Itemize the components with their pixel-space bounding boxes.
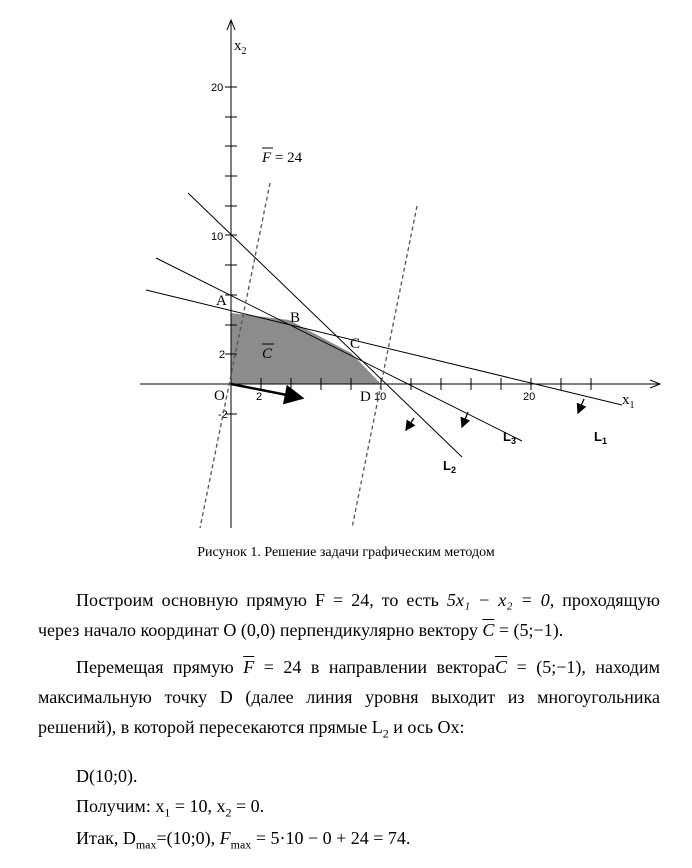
y-axis-label: $x_2$ — [234, 38, 247, 57]
line-label-l2: $L_2$ — [443, 458, 456, 475]
tick-label-x2: 2 — [256, 391, 263, 403]
point-d-line: D(10;0). — [76, 766, 138, 786]
figure-caption: Рисунок 1. Решение задачи графическим методом — [197, 545, 495, 560]
tick-label-y20: 20 — [211, 82, 224, 94]
point-label-o: O — [214, 388, 225, 404]
line-label-l3: $L_3$ — [503, 429, 516, 446]
final-answer: Итак, $D_{max}=(10;0)$, $F_{max} = 5\cdot 10 - 0 + 24 = 74$. — [76, 828, 411, 852]
constraint-arrow-l3-icon — [462, 412, 468, 427]
point-label-a: A — [216, 293, 227, 309]
constraint-arrow-l1-icon — [578, 399, 584, 413]
tick-label-y-neg2: -2 — [218, 409, 228, 421]
point-label-d: D — [360, 389, 371, 405]
tick-label-x20: 20 — [523, 391, 536, 403]
paragraph-2: Перемещая прямую $\overline{F} = 24$ в направлении $вектора\overline{C}$ = (5;−1), находим максимальную точку D (далее линия уровня выходит из многоугольника решений), в которой пересекаются прямые $L_2$ и ось Ox: — [38, 657, 660, 741]
tick-label-y2: 2 — [219, 349, 226, 361]
tick-label-x10: 10 — [374, 391, 387, 403]
constraint-arrow-l2-icon — [406, 418, 414, 430]
level-line-label: F = 24 — [262, 150, 303, 166]
x-axis-label: $x_1$ — [622, 392, 635, 411]
point-label-b: B — [290, 310, 301, 326]
result-coordinates: Получим: $x_1 = 10$, $x_2 = 0$. — [76, 796, 265, 820]
point-label-c: C — [350, 336, 361, 352]
vector-c-label: C — [262, 346, 273, 362]
paragraph-1: Построим основную прямую F = 24, то есть 5x₁ − x₂ = 0, проходящую через начало координат O (0,0) перпендикулярно вектору $\overline{C}$ = (5;−1). — [38, 590, 660, 640]
line-label-l1: $L_1$ — [594, 429, 607, 446]
tick-label-y10: 10 — [211, 231, 224, 243]
